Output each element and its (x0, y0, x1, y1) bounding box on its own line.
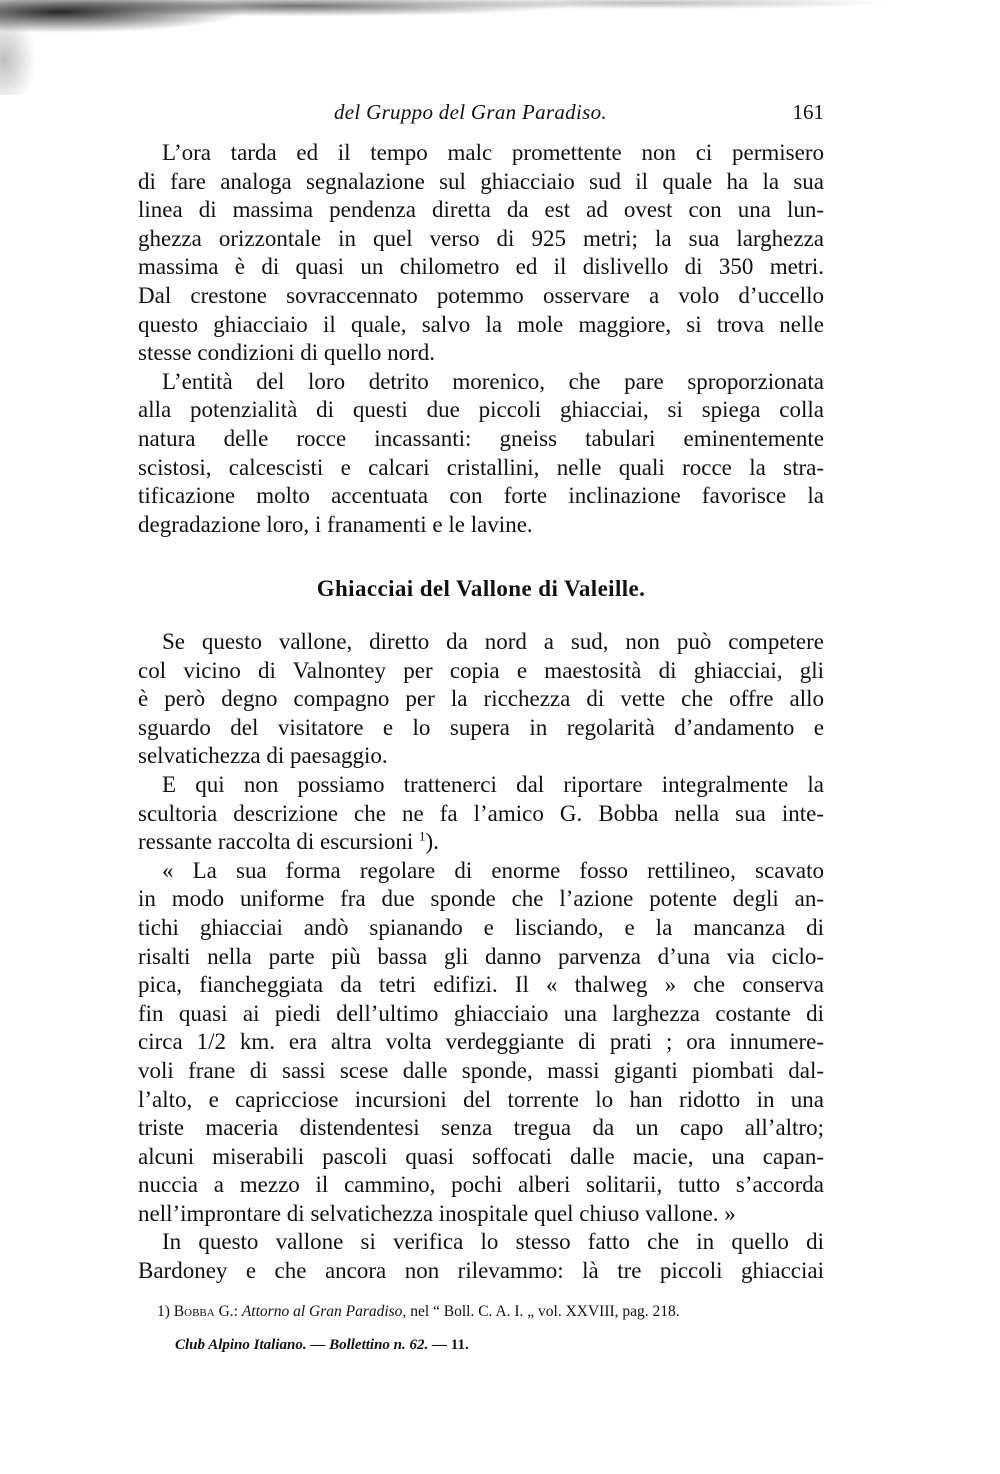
text-line: risalti nella parte più bassa gli danno parvenza d’una via ciclo- (138, 943, 824, 969)
text-line: L’entità del loro detrito morenico, che pare sproporzionata (162, 368, 824, 394)
section-2-text (138, 628, 824, 1286)
text-line: alcuni miserabili pascoli quasi soffocati dalle macie, una capan- (138, 1143, 824, 1169)
text-line: in modo uniforme fra due sponde che l’azione potente degli an- (138, 886, 824, 912)
text-line: E qui non possiamo trattenerci dal riportare integralmente la (162, 771, 824, 797)
scan-artifact (0, 0, 1000, 95)
text-line: Se questo vallone, diretto da nord a sud, non può competere (162, 629, 824, 654)
text-line: di fare analoga segnalazione sul ghiacciaio sud il quale ha la sua (138, 168, 824, 194)
text-line: tichi ghiacciai andò spianando e lisciando, e la mancanza di (138, 914, 824, 940)
text-line: scultoria descrizione che ne fa l’amico G. Bobba nella sua inte- (138, 800, 824, 826)
text-line: scistosi, calcescisti e calcari cristallini, nelle quali rocce la stra- (138, 454, 824, 480)
text-line: voli frane di sassi scese dalle sponde, massi giganti piombati dal- (138, 1057, 824, 1083)
text-line: pica, fiancheggiata da tetri edifizi. Il « thalweg » che conserva (138, 972, 824, 998)
text-line: L’ora tarda ed il tempo malc promettente non ci permisero (162, 140, 824, 165)
printer-signature (175, 1337, 469, 1354)
text-line: « La sua forma regolare di enorme fosso rettilineo, scavato (162, 857, 824, 883)
section-heading: Ghiacciai del Vallone di Valeille. (316, 576, 646, 601)
footnote-marker: 1) (157, 1303, 170, 1320)
text-line: massima è di quasi un chilometro ed il dislivello di 350 metri. (138, 254, 824, 280)
text-line: Dal crestone sovraccennato potemmo osservare a volo d’uccello (138, 282, 824, 308)
footnote (157, 1303, 680, 1321)
text-line: l’alto, e capricciose incursioni del torrente lo han ridotto in una (138, 1086, 824, 1112)
signature-text: Club Alpino Italiano. — Bollettino n. 62. — (175, 1337, 448, 1353)
signature-number: 11. (450, 1337, 469, 1353)
text-line: questo ghiacciaio il quale, salvo la mole maggiore, si trova nelle (138, 311, 824, 337)
section-1-text (138, 139, 824, 539)
text-line: fin quasi ai piedi dell’ultimo ghiacciaio una larghezza costante di (138, 1000, 824, 1026)
text-line: In questo vallone si verifica lo stesso fatto che in quello di (162, 1229, 824, 1255)
footnote-citation: nel “ Boll. C. A. I. „ vol. XXVIII, pag. 218. (410, 1303, 680, 1320)
text-line: col vicino di Valnontey per copia e maestosità di ghiacciai, gli (138, 657, 824, 683)
footnote-author: Bobba G.: (173, 1303, 238, 1320)
text-line: sguardo del visitatore e lo supera in regolarità d’andamento e (138, 714, 824, 740)
text-line: triste maceria distendentesi senza tregua da un capo all’altro; (138, 1115, 824, 1141)
text-line: alla potenzialità di questi due piccoli ghiacciai, si spiega colla (138, 397, 824, 423)
text-line: è però degno compagno per la ricchezza di vette che offre allo (138, 686, 824, 712)
text-line: stesse condizioni di quello nord. (138, 340, 436, 366)
text-line: ghezza orizzontale in quel verso di 925 metri; la sua larghezza (138, 225, 824, 251)
running-title: del Gruppo del Gran Paradiso. (334, 100, 607, 124)
text-line: tificazione molto accentuata con forte inclinazione favorisce la (138, 483, 824, 509)
footnote-reference[interactable]: 1 (419, 828, 426, 844)
text-line-with-footnote (138, 828, 824, 857)
text-fragment: ressante raccolta di escursioni (138, 829, 414, 855)
text-line: degradazione loro, i franamenti e le lavine. (138, 511, 533, 537)
text-line: natura delle rocce incassanti: gneiss tabulari eminentemente (138, 425, 824, 451)
text-line: selvatichezza di paesaggio. (138, 743, 388, 769)
footnote-title: Attorno al Gran Paradiso, (241, 1303, 407, 1320)
text-line: circa 1/2 km. era altra volta verdeggiante di prati ; ora innumere- (138, 1029, 824, 1055)
page-header (138, 100, 824, 130)
text-line: linea di massima pendenza diretta da est ad ovest con una lun- (138, 197, 824, 223)
text-line: nuccia a mezzo il cammino, pochi alberi solitarii, tutto s’accorda (138, 1172, 824, 1198)
text-fragment: ). (425, 829, 439, 855)
page-number: 161 (792, 100, 824, 124)
text-line: nell’improntare di selvatichezza inospitale quel chiuso vallone. » (138, 1200, 736, 1226)
text-line: Bardoney e che ancora non rilevammo: là tre piccoli ghiacciai (138, 1258, 824, 1284)
